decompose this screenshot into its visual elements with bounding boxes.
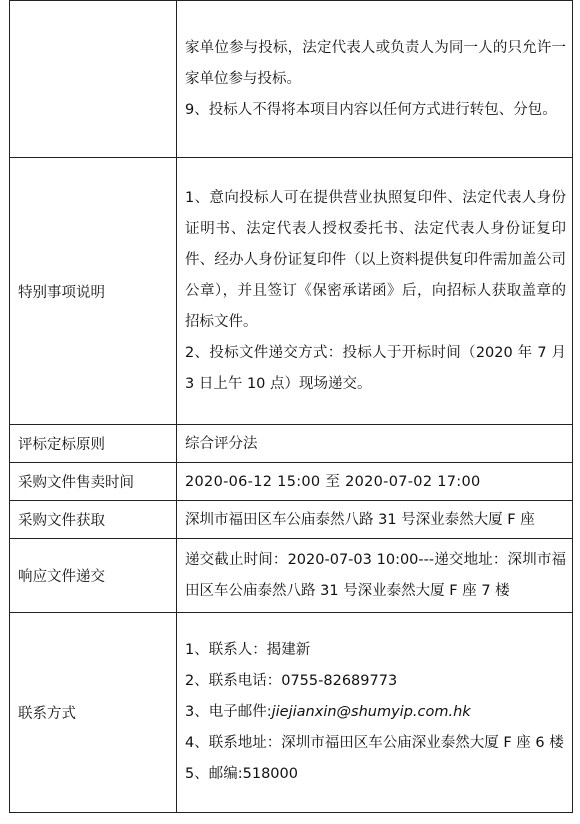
contact-email-prefix: 3、电子邮件: bbox=[185, 704, 272, 720]
contact-address-line bbox=[185, 728, 566, 759]
table-row-response bbox=[10, 539, 573, 613]
contact-postcode-value: 518000 bbox=[242, 766, 298, 782]
paragraph-special-1: 1、意向投标人可在提供营业执照复印件、法定代表人身份证明书、法定代表人授权委托书、法定代表人身份证复印件、经办人身份证复印件（以上资料提供复印件需加盖公司公章），并且签订《保密承诺函》后，向招标人获取盖章的招标文件。 bbox=[185, 189, 566, 330]
row-value-criteria: 综合评分法 bbox=[177, 425, 573, 463]
contact-person-name: 揭建新 bbox=[266, 642, 311, 658]
row-content-contact bbox=[177, 613, 573, 813]
contact-phone-prefix: 2、联系电话： bbox=[185, 673, 282, 689]
row-label-obtain: 采购文件获取 bbox=[10, 501, 177, 539]
row-label-response: 响应文件递交 bbox=[10, 539, 177, 613]
paragraph-special-2: 2、投标文件递交方式：投标人于开标时间（2020 年 7 月 3 日上午 10 点）现场递交。 bbox=[185, 344, 566, 392]
contact-email-line bbox=[185, 697, 566, 728]
table-row-top bbox=[10, 1, 573, 158]
row-content-special bbox=[177, 158, 573, 425]
contact-postcode-prefix: 5、邮编: bbox=[185, 766, 243, 782]
response-text: 递交截止时间：2020-07-03 10:00---递交地址：深圳市福田区车公庙泰然八路 31 号深业泰然大厦 F 座 7 楼 bbox=[185, 551, 566, 599]
row-value-obtain: 深圳市福田区车公庙泰然八路 31 号深业泰然大厦 F 座 bbox=[177, 501, 573, 539]
row-label-contact: 联系方式 bbox=[10, 613, 177, 813]
contact-address-text: 深圳市福田区车公庙深业泰然大厦 F 座 6 楼 bbox=[281, 735, 564, 751]
row-content-top bbox=[177, 1, 573, 158]
row-label-sale-time: 采购文件售卖时间 bbox=[10, 463, 177, 501]
row-label-criteria: 评标定标原则 bbox=[10, 425, 177, 463]
table-row-contact bbox=[10, 613, 573, 813]
contact-phone-line bbox=[185, 666, 566, 697]
table-row-criteria bbox=[10, 425, 573, 463]
paragraph-single-bidder: 家单位参与投标，法定代表人或负责人为同一人的只允许一家单位参与投标。 bbox=[185, 39, 566, 87]
table-row-sale-time bbox=[10, 463, 573, 501]
table-row-special bbox=[10, 158, 573, 425]
row-label-special: 特别事项说明 bbox=[10, 158, 177, 425]
row-label-empty bbox=[10, 1, 177, 158]
contact-postcode-line bbox=[185, 759, 566, 790]
tender-info-table bbox=[9, 0, 573, 813]
contact-address-prefix: 4、联系地址： bbox=[185, 735, 282, 751]
row-value-sale-time: 2020-06-12 15:00 至 2020-07-02 17:00 bbox=[177, 463, 573, 501]
contact-phone-number: 0755-82689773 bbox=[281, 673, 398, 689]
contact-person-prefix: 1、联系人： bbox=[185, 642, 267, 658]
paragraph-no-subcontract: 9、投标人不得将本项目内容以任何方式进行转包、分包。 bbox=[185, 101, 557, 118]
contact-email-address: jiejianxin@shumyip.com.hk bbox=[271, 704, 471, 720]
row-value-response bbox=[177, 539, 573, 613]
contact-person-line bbox=[185, 635, 566, 666]
table-row-obtain bbox=[10, 501, 573, 539]
